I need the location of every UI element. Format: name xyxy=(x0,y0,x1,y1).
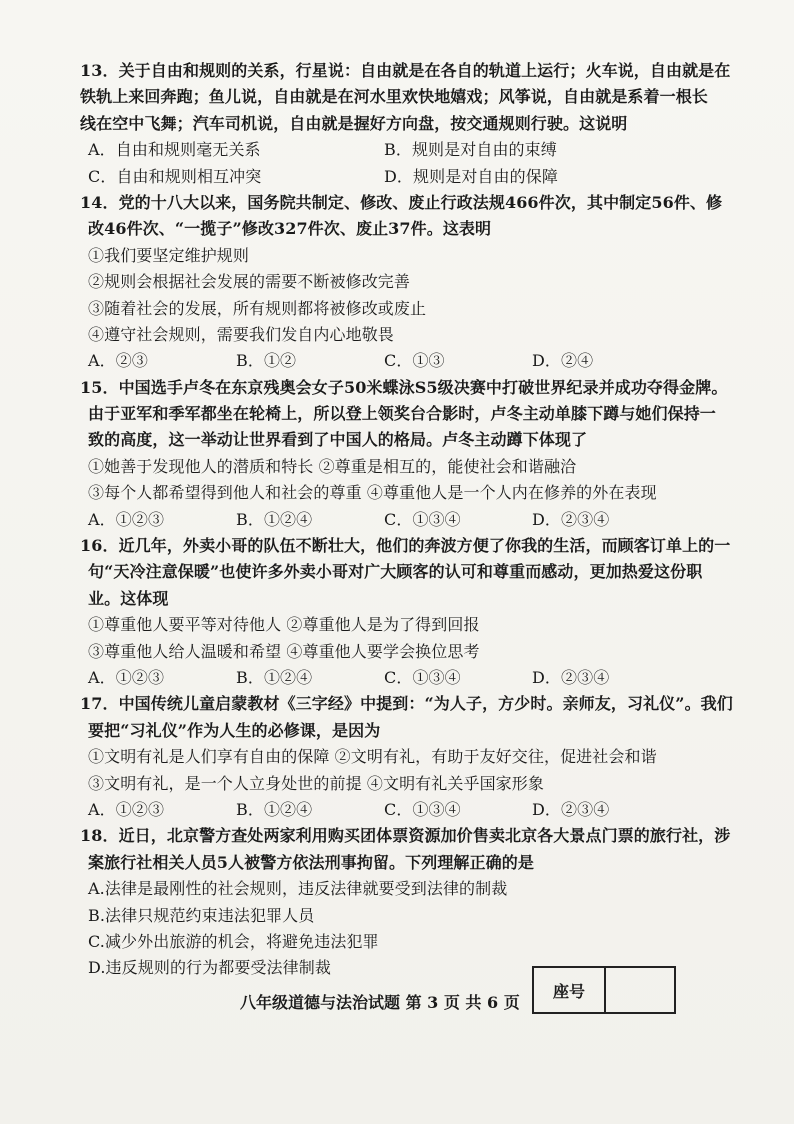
statement-item: ④遵守社会规则，需要我们发自内心地敬畏 xyxy=(88,324,394,344)
statement-item: ③每个人都希望得到他人和社会的尊重 ④尊重他人是一个人内在修养的外在表现 xyxy=(88,483,657,503)
statement-item: ①她善于发现他人的潜质和特长 ②尊重是相互的，能使社会和谐融洽 xyxy=(88,456,577,476)
question-stem-line: 14．党的十八大以来，国务院共制定、修改、废止行政法规466件次，其中制定56件、修 xyxy=(80,192,723,212)
question-stem-line: 15．中国选手卢冬在东京残奥会女子50米蝶泳S5级决赛中打破世界纪录并成功夺得金牌。 xyxy=(80,377,728,397)
question-15 xyxy=(80,375,728,533)
question-stem-line: 16．近几年，外卖小哥的队伍不断壮大，他们的奔波方便了你我的生活，而顾客订单上的一 xyxy=(80,536,731,556)
option-d: D.违反规则的行为都要受法律制裁 xyxy=(88,958,331,978)
option-b: B．①② xyxy=(236,351,297,371)
statement-item: ②规则会根据社会发展的需要不断被修改完善 xyxy=(88,272,411,292)
question-14 xyxy=(80,190,723,375)
question-13 xyxy=(80,58,731,190)
question-stem-line: 由于亚军和季军都坐在轮椅上，所以登上领奖台合影时，卢冬主动单膝下蹲与她们保持一 xyxy=(88,404,716,424)
option-b: B．①②④ xyxy=(236,667,313,687)
question-stem-line: 致的高度，这一举动让世界看到了中国人的格局。卢冬主动蹲下体现了 xyxy=(88,430,588,450)
seat-number-box xyxy=(532,966,676,1014)
question-stem-line: 线在空中飞舞；汽车司机说，自由就是握好方向盘，按交通规则行驶。这说明 xyxy=(80,113,628,133)
options-row xyxy=(80,797,680,823)
statement-item: ③尊重他人给人温暖和希望 ④尊重他人要学会换位思考 xyxy=(88,641,480,661)
option-b: B.法律只规范约束违法犯罪人员 xyxy=(88,905,315,925)
statement-item: ①尊重他人要平等对待他人 ②尊重他人是为了得到回报 xyxy=(88,615,480,635)
seat-number-field[interactable] xyxy=(606,968,674,1012)
question-stem-line: 业。这体现 xyxy=(88,588,169,608)
question-18 xyxy=(80,823,731,981)
option-a: A．①②③ xyxy=(88,667,165,687)
options-row xyxy=(80,164,680,190)
question-17 xyxy=(80,691,733,823)
page-footer: 八年级道德与法治试题 第 3 页 共 6 页 xyxy=(240,993,520,1012)
option-a: A．①②③ xyxy=(88,509,165,529)
option-b: B．①②④ xyxy=(236,509,313,529)
option-a: A．②③ xyxy=(88,351,148,371)
option-d: D．②③④ xyxy=(532,667,610,687)
option-d: D．②④ xyxy=(532,351,594,371)
statement-item: ③随着社会的发展，所有规则都将被修改或废止 xyxy=(88,298,427,318)
option-a: A.法律是最刚性的社会规则，违反法律就要受到法律的制裁 xyxy=(88,879,508,899)
question-stem-line: 案旅行社相关人员5人被警方依法刑事拘留。下列理解正确的是 xyxy=(88,852,534,872)
option-c: C．①③④ xyxy=(384,667,461,687)
question-stem-line: 句“天冷注意保暖”也使许多外卖小哥对广大顾客的认可和尊重而感动，更加热爱这份职 xyxy=(88,562,703,582)
statement-item: ①我们要坚定维护规则 xyxy=(88,245,250,265)
question-stem-line: 要把“习礼仪”作为人生的必修课，是因为 xyxy=(88,720,381,740)
options-row xyxy=(80,348,680,374)
option-c: C．自由和规则相互冲突 xyxy=(88,166,262,186)
option-d: D．规则是对自由的保障 xyxy=(384,166,558,186)
options-row xyxy=(80,665,680,691)
option-d: D．②③④ xyxy=(532,509,610,529)
option-c: C．①③④ xyxy=(384,799,461,819)
option-c: C.减少外出旅游的机会，将避免违法犯罪 xyxy=(88,931,379,951)
question-stem-line: 18．近日，北京警方查处两家利用购买团体票资源加价售卖北京各大景点门票的旅行社，涉 xyxy=(80,826,731,846)
question-list xyxy=(80,58,733,982)
option-c: C．①③ xyxy=(384,351,445,371)
option-b: B．①②④ xyxy=(236,799,313,819)
options-row xyxy=(80,507,680,533)
option-c: C．①③④ xyxy=(384,509,461,529)
question-stem-line: 17．中国传统儿童启蒙教材《三字经》中提到：“为人子，方少时。亲师友，习礼仪”。我们 xyxy=(80,694,733,714)
question-16 xyxy=(80,533,731,691)
option-b: B．规则是对自由的束缚 xyxy=(384,140,557,160)
statement-item: ③文明有礼，是一个人立身处世的前提 ④文明有礼关乎国家形象 xyxy=(88,773,544,793)
question-stem-line: 13．关于自由和规则的关系，行星说：自由就是在各自的轨道上运行；火车说，自由就是在 xyxy=(80,61,731,80)
seat-number-label: 座号 xyxy=(534,968,606,1012)
question-stem-line: 改46件次、“一揽子”修改327件次、废止37件。这表明 xyxy=(88,219,492,239)
option-d: D．②③④ xyxy=(532,799,610,819)
option-a: A．自由和规则毫无关系 xyxy=(88,140,261,160)
option-a: A．①②③ xyxy=(88,799,165,819)
statement-item: ①文明有礼是人们享有自由的保障 ②文明有礼，有助于友好交往，促进社会和谐 xyxy=(88,747,657,767)
question-stem-line: 铁轨上来回奔跑；鱼儿说，自由就是在河水里欢快地嬉戏；风筝说，自由就是系着一根长 xyxy=(80,87,708,107)
options-row xyxy=(80,137,680,163)
